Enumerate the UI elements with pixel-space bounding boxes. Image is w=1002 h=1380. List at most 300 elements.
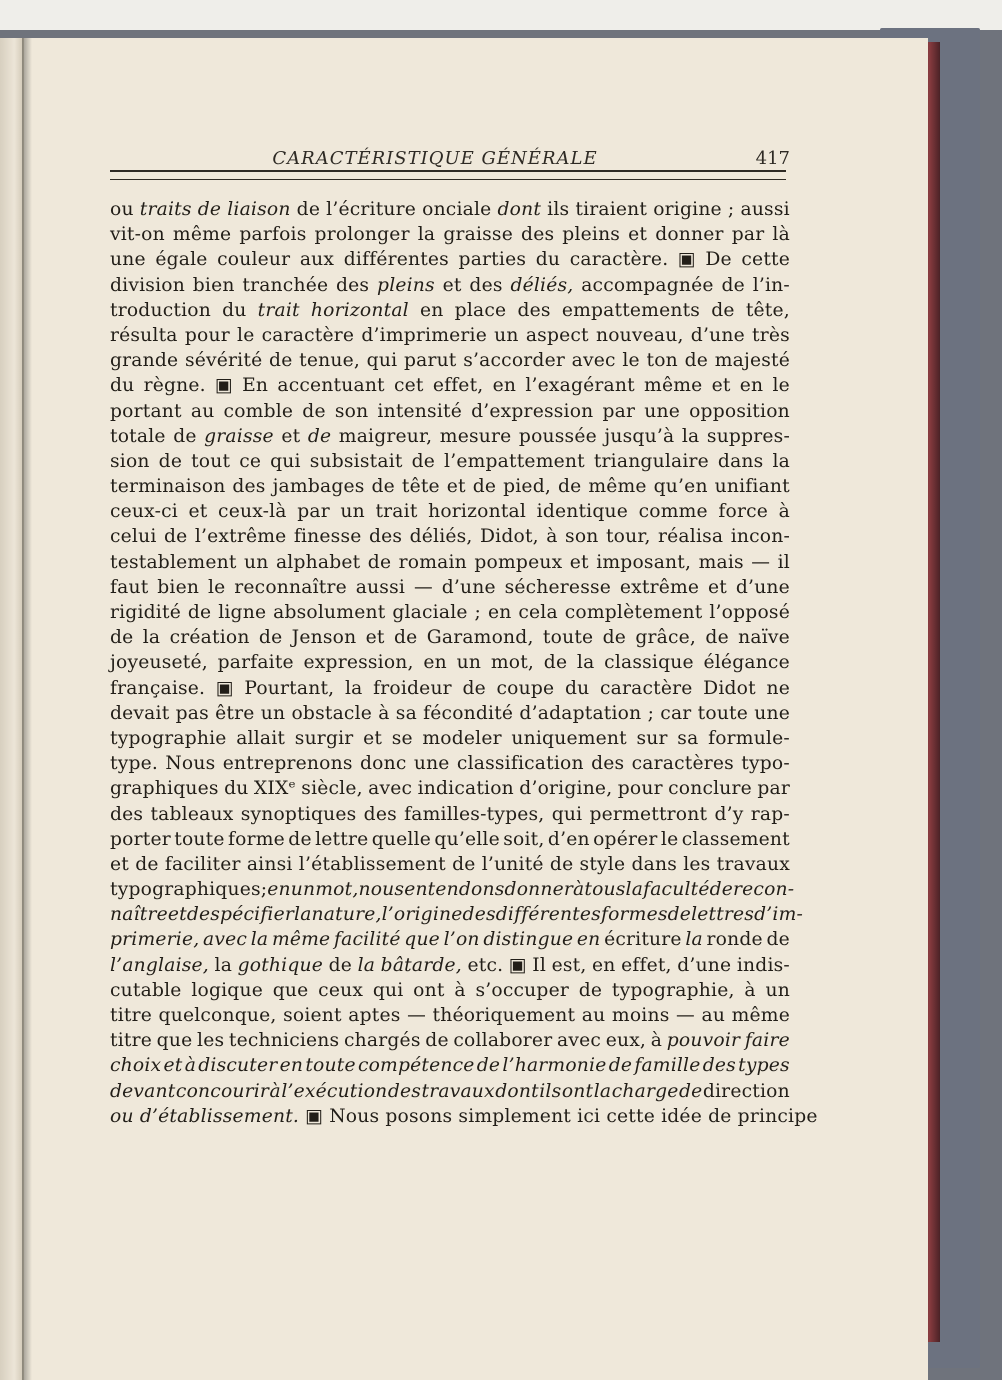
text-line	[110, 625, 790, 650]
word: typographiques	[110, 879, 261, 901]
word: tiraient	[575, 199, 648, 220]
word: toute	[542, 627, 594, 649]
word: soit,	[503, 828, 545, 850]
gutter-shadow	[22, 38, 32, 1380]
word: —	[751, 551, 771, 573]
word: d’une	[441, 576, 496, 598]
word: ;	[727, 199, 735, 220]
word: ils	[547, 199, 570, 220]
word: des	[462, 904, 496, 926]
word: identique	[536, 501, 629, 523]
word: de	[711, 299, 735, 321]
word: de	[197, 199, 222, 220]
word: graisse	[204, 425, 274, 447]
word: spécifier	[210, 904, 295, 926]
word: surgir	[294, 727, 354, 749]
word: testablement	[110, 551, 237, 573]
word: De	[705, 249, 732, 271]
text-line	[110, 701, 790, 726]
word: réalisa	[658, 526, 724, 548]
word: et	[281, 425, 301, 447]
word: ▣	[215, 677, 234, 699]
word: ;	[474, 602, 482, 623]
text-line	[110, 273, 790, 298]
word: coupe	[496, 677, 555, 699]
text-line	[110, 1104, 818, 1129]
facing-page-edge	[0, 38, 24, 1380]
word: principe	[737, 1105, 818, 1127]
word: faire	[744, 1030, 790, 1052]
word: de	[187, 602, 212, 623]
word: en	[592, 954, 616, 976]
word: recon-	[733, 879, 795, 901]
word: rigidité	[110, 602, 181, 623]
word: tête,	[745, 299, 790, 321]
word: avec	[203, 929, 248, 951]
text-line	[110, 449, 790, 474]
word: Pourtant,	[244, 677, 335, 699]
word: d’en	[547, 828, 590, 850]
word: nature,	[311, 904, 382, 926]
word: travaux	[421, 1080, 495, 1102]
word: un	[340, 501, 365, 523]
word: cutable	[110, 979, 182, 1001]
word: mot,	[315, 879, 359, 901]
word: une	[110, 249, 146, 271]
word: —	[407, 1005, 426, 1026]
word: place	[454, 299, 507, 321]
word: de	[476, 1055, 501, 1077]
word: froideur	[373, 677, 452, 699]
word: XIXᵉ	[253, 778, 296, 800]
word: Didot	[703, 677, 756, 699]
word: modeler	[422, 727, 502, 749]
word: glaciale	[392, 602, 468, 623]
word: tableaux	[150, 803, 234, 825]
word: qui	[372, 979, 404, 1001]
word: de	[608, 1055, 633, 1077]
word: le	[772, 375, 790, 397]
word: qui	[366, 350, 398, 372]
word: la	[214, 954, 233, 976]
word: caractère	[599, 677, 693, 699]
word: de	[549, 853, 574, 875]
word: de	[709, 879, 734, 901]
word: permettront	[589, 803, 708, 825]
word: un	[290, 879, 316, 901]
text-line	[110, 877, 795, 902]
word: ici	[577, 1105, 601, 1127]
word: vit-on	[110, 224, 165, 246]
word: le	[207, 576, 226, 598]
text-line	[110, 575, 790, 600]
word: horizontal	[428, 501, 527, 523]
word: théoriquement	[432, 1005, 576, 1026]
word: bien	[192, 274, 235, 296]
word: cette	[606, 1105, 655, 1127]
text-line	[110, 776, 790, 801]
word: opérer	[593, 828, 658, 850]
word: d’établissement.	[139, 1105, 300, 1127]
text-line	[110, 676, 790, 701]
word: travaux	[716, 853, 790, 875]
word: l’exagérant	[525, 375, 635, 397]
word: ronde	[706, 929, 763, 951]
word: pour	[617, 778, 663, 800]
word: la	[294, 904, 312, 926]
word: de	[328, 954, 352, 976]
word: tour,	[605, 526, 651, 548]
word: trait	[375, 501, 418, 523]
word: son	[565, 526, 599, 548]
text-line	[110, 323, 790, 348]
text-line	[110, 726, 790, 751]
word: est,	[551, 954, 587, 976]
word: unifiant	[714, 476, 790, 498]
page-number: 417	[755, 148, 790, 169]
word: avec	[368, 778, 413, 800]
word: de	[452, 853, 476, 875]
word: l’opposé	[709, 602, 790, 623]
word: d’une	[690, 324, 745, 346]
word: Jenson	[291, 627, 357, 649]
word: pleins	[562, 224, 621, 246]
word: sur	[636, 727, 668, 749]
word: élégance	[703, 652, 790, 674]
word: les	[683, 853, 711, 875]
word: de	[543, 652, 568, 674]
word: troduction	[110, 299, 211, 321]
word: aussi	[355, 576, 406, 598]
word: mesure	[439, 425, 512, 447]
word: style	[579, 853, 626, 875]
word: Garamond,	[426, 627, 534, 649]
word: très	[752, 324, 790, 346]
word: donner	[655, 224, 724, 246]
word: mais	[698, 551, 744, 573]
word: cela	[518, 602, 558, 623]
word: eux,	[605, 1030, 647, 1052]
word: en	[739, 375, 764, 397]
word: un	[244, 551, 269, 573]
word: primerie,	[110, 929, 200, 951]
word: de	[269, 350, 293, 372]
word: classement	[681, 828, 790, 850]
word: au	[701, 1005, 726, 1026]
text-line	[110, 827, 790, 852]
word: choix	[110, 1055, 162, 1077]
word: de	[667, 904, 692, 926]
word: concourir	[175, 1080, 270, 1102]
word: ou	[110, 199, 134, 220]
word: des	[387, 1080, 422, 1102]
word: entreprenons	[222, 753, 353, 775]
word: à	[573, 879, 585, 901]
word: fécondité	[423, 702, 514, 724]
word: collaborer	[453, 1030, 553, 1052]
word: devant	[110, 1080, 176, 1102]
word: devait	[110, 702, 170, 724]
word: par	[757, 778, 790, 800]
word: de	[296, 199, 321, 220]
word: et	[163, 1055, 183, 1077]
word: ainsi	[246, 853, 293, 875]
word: les	[197, 1030, 225, 1052]
text-line	[110, 852, 790, 877]
word: Nous	[329, 1105, 380, 1127]
text-line	[110, 474, 790, 499]
text-line	[110, 600, 790, 625]
word: accentuant	[277, 375, 385, 397]
word: résulta	[110, 324, 178, 346]
word: division	[110, 274, 185, 296]
text-line	[110, 1079, 790, 1104]
word: des	[110, 803, 144, 825]
word: majesté	[714, 350, 790, 372]
word: l’harmonie	[502, 1055, 607, 1077]
word: que	[156, 1030, 193, 1052]
word: portant	[110, 400, 182, 422]
text-line	[110, 650, 790, 675]
word: l’anglaise,	[110, 954, 209, 976]
word: couleur	[217, 249, 291, 271]
word: qu’elle	[434, 828, 500, 850]
word: totale	[110, 425, 166, 447]
word: de	[411, 450, 436, 472]
word: à	[744, 979, 756, 1001]
word: sa	[395, 702, 417, 724]
word: pouvoir	[666, 1030, 741, 1052]
word: de	[302, 400, 326, 422]
word: logique	[191, 979, 263, 1001]
word: ;	[647, 702, 655, 724]
word: en	[423, 652, 447, 674]
word: qu’en	[653, 476, 708, 498]
word: se	[391, 727, 413, 749]
word: toute	[697, 702, 749, 724]
word: et	[628, 224, 648, 246]
word: et	[708, 576, 728, 598]
text-line	[110, 550, 790, 575]
word: d’une	[735, 576, 790, 598]
word: ▣	[508, 954, 527, 976]
background-top	[0, 0, 1002, 30]
word: différentes	[343, 249, 449, 271]
word: l’extrême	[194, 526, 287, 548]
word: graphiques	[110, 778, 219, 800]
word: au	[190, 400, 215, 422]
word: création	[169, 627, 250, 649]
word: effet,	[621, 954, 672, 976]
word: en	[279, 1055, 304, 1077]
word: porter	[110, 828, 171, 850]
word: à	[778, 501, 790, 523]
word: indication	[417, 778, 514, 800]
text-line	[110, 978, 790, 1003]
word: il	[777, 551, 790, 573]
word: ceux	[318, 979, 364, 1001]
word: conclure	[668, 778, 752, 800]
word: gothique	[237, 954, 324, 976]
word: sa	[677, 727, 699, 749]
word: celui	[110, 526, 157, 548]
word: avec	[571, 350, 616, 372]
word: de	[472, 476, 497, 498]
word: formes	[600, 904, 668, 926]
word: cette	[741, 249, 790, 271]
word: compétence	[357, 1055, 475, 1077]
word: de	[602, 627, 627, 649]
word: le	[237, 324, 255, 346]
word: d’y	[714, 803, 744, 825]
word: du	[222, 299, 247, 321]
word: qui	[551, 803, 583, 825]
word: du	[535, 249, 561, 271]
word: jambages	[272, 476, 365, 498]
word: déliés,	[510, 274, 574, 296]
word: force	[718, 501, 769, 523]
word: synoptiques	[240, 803, 357, 825]
word: ;	[260, 879, 268, 901]
word: le	[660, 828, 679, 850]
word: cet	[393, 375, 424, 397]
word: de	[110, 627, 134, 649]
word: classique	[604, 652, 694, 674]
word: uniquement	[511, 727, 627, 749]
word: d’adaptation	[519, 702, 642, 724]
word: à	[378, 702, 390, 724]
word: caractère	[261, 324, 355, 346]
word: des	[232, 476, 266, 498]
word: suppres-	[706, 425, 790, 447]
word: que	[272, 979, 309, 1001]
word: allait	[236, 727, 286, 749]
text-line	[110, 424, 790, 449]
word: charge	[611, 1080, 679, 1102]
word: simplement	[458, 1105, 572, 1127]
word: —	[676, 1005, 695, 1026]
word: alphabet	[275, 551, 361, 573]
word: même	[588, 476, 647, 498]
word: l’empattement	[444, 450, 585, 472]
word: types	[738, 1055, 790, 1077]
word: comme	[638, 501, 708, 523]
word: ▣	[677, 249, 696, 271]
word: donner	[504, 879, 574, 901]
word: facilité	[333, 929, 401, 951]
word: d’expression	[471, 400, 594, 422]
word: d’im-	[754, 904, 804, 926]
word: car	[660, 702, 692, 724]
word: de	[766, 929, 790, 951]
word: la	[417, 224, 436, 246]
word: son	[334, 400, 369, 422]
word: à	[269, 1080, 281, 1102]
word: et	[442, 274, 462, 296]
word: différentes	[495, 904, 601, 926]
word: de	[371, 476, 395, 498]
word: toute	[174, 828, 225, 850]
word: pied,	[503, 476, 551, 498]
word: faut	[110, 576, 149, 598]
word: posons	[385, 1105, 453, 1127]
word: des	[521, 224, 555, 246]
word: rap-	[750, 803, 790, 825]
word: de	[557, 476, 582, 498]
word: en	[487, 602, 512, 623]
word: du	[110, 375, 135, 397]
word: reconnaître	[234, 576, 347, 598]
text-line	[110, 524, 790, 549]
word: typographie,	[611, 979, 735, 1001]
word: lettres	[691, 904, 755, 926]
word: au	[581, 1005, 606, 1026]
word: origine	[653, 199, 722, 220]
word: parfaite	[217, 652, 294, 674]
word: idée	[661, 1105, 702, 1127]
word: incon-	[730, 526, 790, 548]
word: prolonger	[314, 224, 410, 246]
word: ceux-là	[218, 501, 287, 523]
word: ou	[110, 1105, 134, 1127]
word: Nous	[165, 753, 216, 775]
word: poussée	[518, 425, 597, 447]
word: à	[650, 1030, 663, 1052]
word: pas	[175, 702, 209, 724]
word: le	[622, 350, 640, 372]
word: française.	[110, 677, 206, 699]
word: un	[494, 324, 519, 346]
word: un	[456, 652, 482, 674]
word: onciale	[422, 199, 492, 220]
word: la	[576, 652, 595, 674]
text-line	[110, 499, 790, 524]
word: maigreur,	[338, 425, 433, 447]
word: en	[420, 299, 444, 321]
word: tous	[584, 879, 626, 901]
word: des	[368, 526, 403, 548]
word: aspect	[525, 324, 589, 346]
word: quelconque,	[158, 1005, 277, 1026]
word: du	[224, 778, 249, 800]
text-line	[110, 348, 790, 373]
word: caractère.	[569, 249, 669, 271]
body-paragraph	[110, 197, 818, 1129]
word: pour	[184, 324, 230, 346]
word: effet,	[432, 375, 484, 397]
word: de	[678, 1080, 703, 1102]
word: titre	[110, 1005, 152, 1026]
text-line	[110, 247, 790, 272]
word: sécheresse	[504, 576, 612, 598]
word: et	[188, 501, 208, 523]
word: écriture	[604, 929, 682, 951]
word: dont	[497, 199, 542, 220]
text-line	[110, 902, 804, 927]
word: opposition	[689, 400, 790, 422]
word: ceux-ci	[110, 501, 178, 523]
word: etc.	[467, 954, 504, 976]
text-line	[110, 222, 790, 247]
word: dont	[495, 1080, 539, 1102]
word: aussi	[740, 199, 790, 220]
word: horizontal	[310, 299, 409, 321]
word: expression,	[303, 652, 414, 674]
word: par	[731, 224, 765, 246]
word: type.	[110, 753, 159, 775]
word: graisse	[443, 224, 513, 246]
word: sévérité	[184, 350, 263, 372]
